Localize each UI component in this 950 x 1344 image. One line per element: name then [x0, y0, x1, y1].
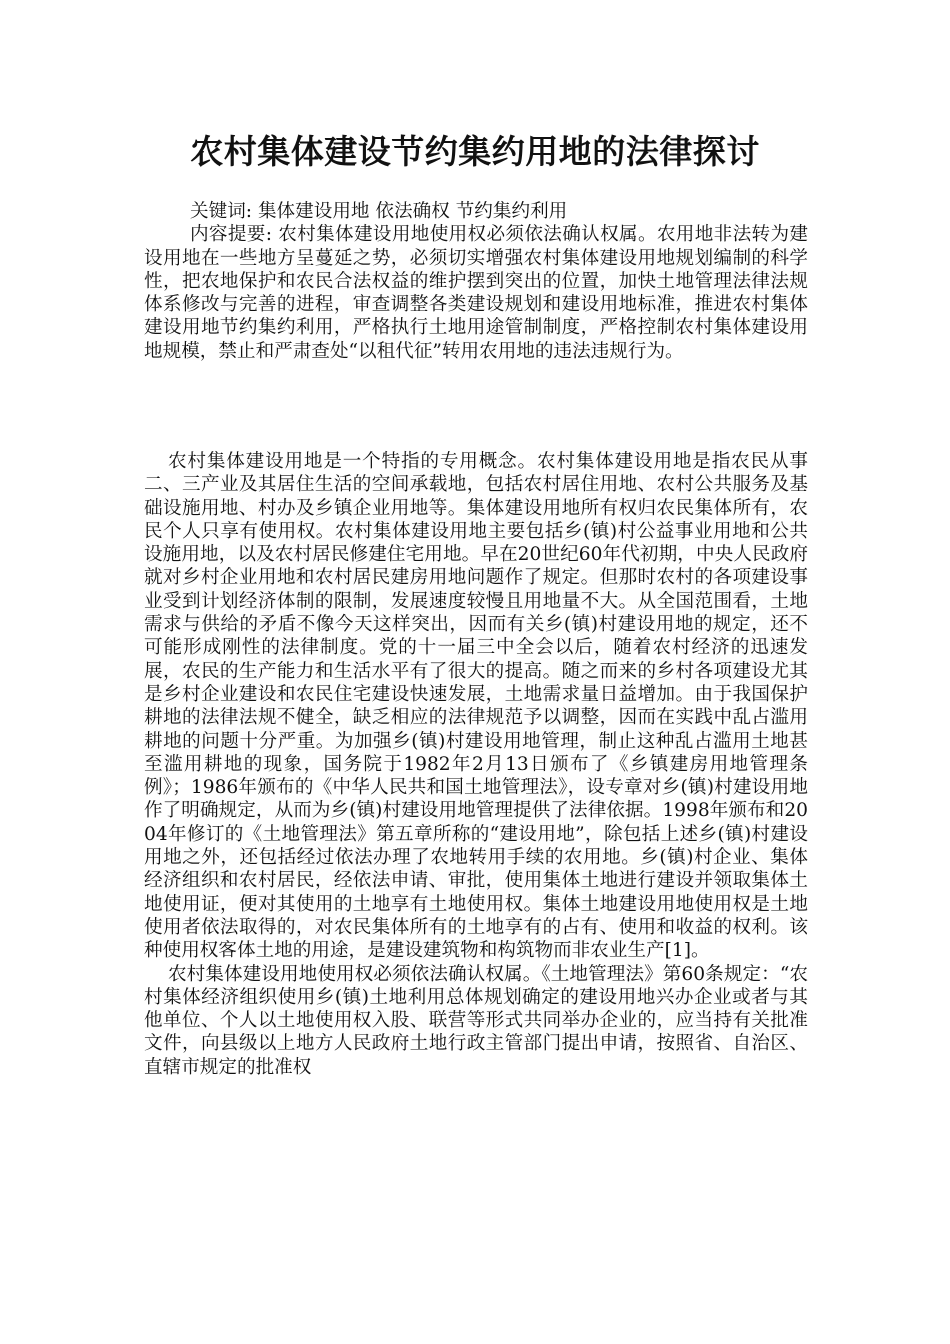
document-title: 农村集体建设节约集约用地的法律探讨 [190, 132, 760, 171]
body-paragraph-1: 农村集体建设用地是一个特指的专用概念。农村集体建设用地是指农民从事二、三产业及其居住生活的空间承载地，包括农村居住用地、农村公共服务及基础设施用地、村办及乡镇企业用地等。集体建设用地所有权归农民集体所有，农民个人只享有使用权。农村集体建设用地主要包括乡(镇)村公益事业用地和公共设施用地，以及农村居民修建住宅用地。早在20世纪60年代初期，中央人民政府就对乡村企业用地和农村居民建房用地问题作了规定。但那时农村的各项建设事业受到计划经济体制的限制，发展速度较慢且用地量不大。从全国范围看，土地需求与供给的矛盾不像今天这样突出，因而有关乡(镇)村建设用地的规定，还不可能形成刚性的法律制度。党的十一届三中全会以后，随着农村经济的迅速发展，农民的生产能力和生活水平有了很大的提高。随之而来的乡村各项建设尤其是乡村企业建设和农民住宅建设快速发展，土地需求量日益增加。由于我国保护耕地的法律法规不健全，缺乏相应的法律规范予以调整，因而在实践中乱占滥用耕地的问题十分严重。为加强乡(镇)村建设用地管理，制止这种乱占滥用土地甚至滥用耕地的现象，国务院于1982年2月13日颁布了《乡镇建房用地管理条例》；1986年颁布的《中华人民共和国土地管理法》，设专章对乡(镇)村建设用地作了明确规定，从而为乡(镇)村建设用地管理提供了法律依据。1998年颁布和2004年修订的《土地管理法》第五章所称的“建设用地”，除包括上述乡(镇)村建设用地之外，还包括经过依法办理了农地转用手续的农用地。乡(镇)村企业、集体经济组织和农村居民，经依法申请、审批，使用集体土地进行建设并领取集体土地使用证，便对其使用的土地享有土地使用权。集体土地建设用地使用权是土地使用者依法取得的，对农民集体所有的土地享有的占有、使用和收益的权利。该种使用权客体土地的用途，是建设建筑物和构筑物而非农业生产[1]。 [144, 451, 808, 962]
abstract-paragraph: 内容提要: 农村集体建设用地使用权必须依法确认权属。农用地非法转为建设用地在一些地方呈蔓延之势，必须切实增强农村集体建设用地规划编制的科学性，把农地保护和农民合法权益的维护摆到突出的位置，加快土地管理法律法规体系修改与完善的进程，审查调整各类建设规划和建设用地标准，推进农村集体建设用地节约集约利用，严格执行土地用途管制制度，严格控制农村集体建设用地规模，禁止和严肃查处“以租代征”转用农用地的违法违规行为。 [144, 224, 808, 362]
document-body [144, 450, 808, 1079]
keywords-line: 关键词: 集体建设用地 依法确权 节约集约利用 [190, 201, 568, 222]
body-paragraph-2: 农村集体建设用地使用权必须依法确认权属。《土地管理法》第60条规定：“农村集体经济组织使用乡(镇)土地利用总体规划确定的建设用地兴办企业或者与其他单位、个人以土地使用权入股、联营等形式共同举办企业的，应当持有关批准文件，向县级以上地方人民政府土地行政主管部门提出申请，按照省、自治区、直辖市规定的批准权 [144, 963, 808, 1078]
document-meta [144, 200, 808, 363]
